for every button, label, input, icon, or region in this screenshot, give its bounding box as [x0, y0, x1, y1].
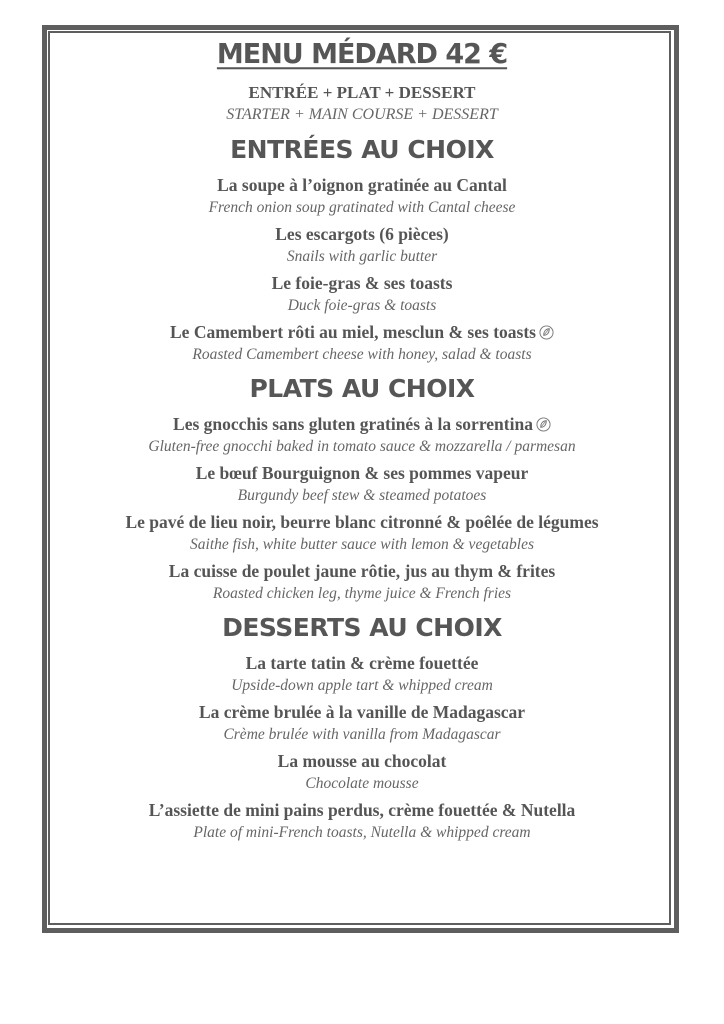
section-heading: ENTRÉES AU CHOIX [230, 135, 494, 164]
menu-item [52, 511, 672, 555]
section-mains [52, 373, 672, 604]
item-name-en: Upside-down apple tart & whipped cream [231, 677, 493, 694]
item-name-fr: Le Camembert rôti au miel, mesclun & ses toasts [170, 322, 536, 342]
item-name-en: Crème brulée with vanilla from Madagascar [223, 726, 501, 743]
item-name-fr: La crème brulée à la vanille de Madagascar [198, 702, 526, 722]
section-starters [52, 134, 672, 365]
section-desserts [52, 612, 672, 843]
menu-item [52, 223, 672, 267]
menu-item [52, 701, 672, 745]
menu-item [52, 272, 672, 316]
item-name-fr: La tarte tatin & crème fouettée [245, 653, 479, 673]
section-heading: DESSERTS AU CHOIX [222, 613, 502, 642]
item-name-fr-wrap [52, 413, 672, 436]
section-heading: PLATS AU CHOIX [249, 374, 475, 403]
item-name-en: Burgundy beef stew & steamed potatoes [237, 487, 487, 504]
item-name-fr: Le foie-gras & ses toasts [271, 273, 453, 293]
item-name-fr: Les escargots (6 pièces) [275, 224, 449, 244]
item-name-en: Snails with garlic butter [286, 248, 438, 265]
item-name-fr: Les gnocchis sans gluten gratinés à la sorrentina [173, 414, 533, 434]
item-name-en: Roasted chicken leg, thyme juice & French fries [212, 585, 512, 602]
item-name-en: Chocolate mousse [305, 775, 419, 792]
menu-item [52, 321, 672, 365]
menu-item [52, 174, 672, 218]
item-name-en: Gluten-free gnocchi baked in tomato sauce & mozzarella / parmesan [148, 438, 576, 455]
vegetarian-leaf-icon [536, 417, 551, 432]
menu-item [52, 560, 672, 604]
menu-item [52, 413, 672, 457]
formula-french: ENTRÉE + PLAT + DESSERT [248, 83, 476, 102]
item-name-en: Roasted Camembert cheese with honey, salad & toasts [192, 346, 532, 363]
item-name-fr: La soupe à l’oignon gratinée au Cantal [217, 175, 507, 195]
menu-item [52, 652, 672, 696]
item-name-en: Plate of mini-French toasts, Nutella & whipped cream [193, 824, 531, 841]
item-name-fr: La mousse au chocolat [277, 751, 447, 771]
item-name-fr: L’assiette de mini pains perdus, crème fouettée & Nutella [148, 800, 576, 820]
menu-item [52, 750, 672, 794]
item-name-fr: Le bœuf Bourguignon & ses pommes vapeur [195, 463, 529, 483]
item-name-fr-wrap [52, 321, 672, 344]
vegetarian-leaf-icon [539, 325, 554, 340]
item-name-en: French onion soup gratinated with Cantal cheese [208, 199, 516, 216]
item-name-fr: La cuisse de poulet jaune rôtie, jus au thym & frites [168, 561, 556, 581]
item-name-fr: Le pavé de lieu noir, beurre blanc citronné & poêlée de légumes [125, 512, 599, 532]
menu-item [52, 462, 672, 506]
item-name-en: Saithe fish, white butter sauce with lemon & vegetables [190, 536, 534, 553]
menu-item [52, 799, 672, 843]
formula-english: STARTER + MAIN COURSE + DESSERT [226, 106, 498, 123]
menu-card [52, 35, 672, 848]
item-name-en: Duck foie-gras & toasts [287, 297, 437, 314]
menu-title: MENU MÉDARD 42 € [216, 38, 508, 71]
